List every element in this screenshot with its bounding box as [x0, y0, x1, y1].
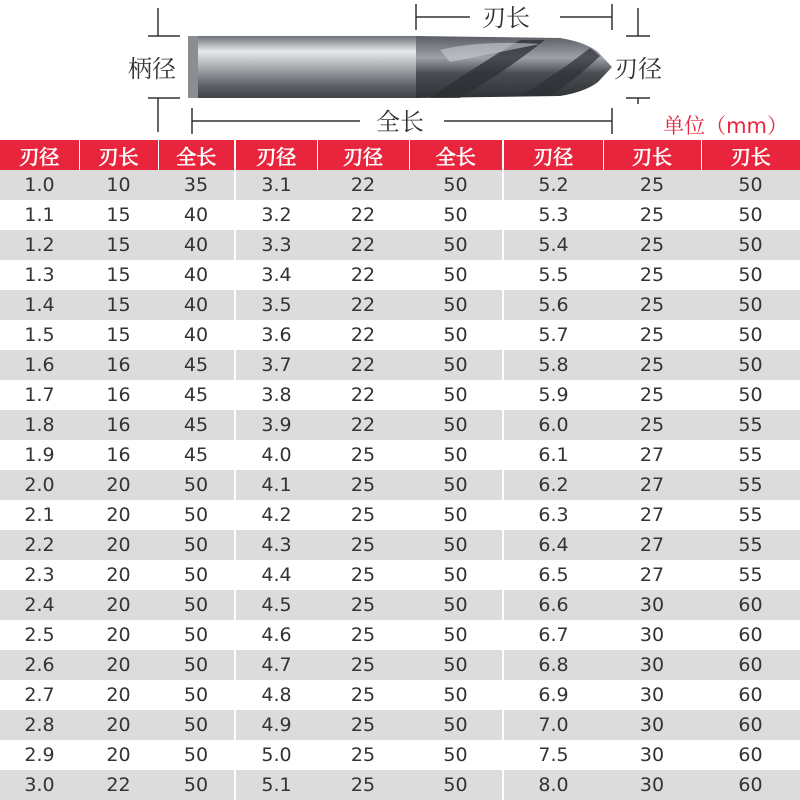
- table-cell: 4.4: [235, 560, 317, 590]
- table-cell: 30: [603, 650, 701, 680]
- table-cell: 22: [317, 290, 409, 320]
- table-cell: 22: [317, 260, 409, 290]
- table-cell: 2.7: [0, 680, 79, 710]
- table-cell: 50: [409, 380, 503, 410]
- table-cell: 50: [701, 350, 800, 380]
- table-cell: 50: [409, 320, 503, 350]
- table-cell: 1.9: [0, 440, 79, 470]
- table-row: [0, 470, 800, 500]
- table-cell: 10: [79, 170, 158, 200]
- table-cell: 4.8: [235, 680, 317, 710]
- table-cell: 25: [317, 560, 409, 590]
- table-cell: 6.2: [503, 470, 603, 500]
- table-cell: 5.2: [503, 170, 603, 200]
- table-cell: 2.0: [0, 470, 79, 500]
- table-cell: 6.4: [503, 530, 603, 560]
- table-cell: 1.3: [0, 260, 79, 290]
- table-cell: 22: [317, 230, 409, 260]
- table-cell: 50: [158, 560, 235, 590]
- table-cell: 50: [409, 410, 503, 440]
- table-cell: 20: [79, 590, 158, 620]
- table-cell: 25: [603, 290, 701, 320]
- column-header: 刃径: [235, 140, 317, 170]
- table-cell: 25: [317, 500, 409, 530]
- table-cell: 50: [409, 560, 503, 590]
- table-cell: 30: [603, 740, 701, 770]
- table-cell: 25: [603, 380, 701, 410]
- table-cell: 27: [603, 560, 701, 590]
- table-cell: 6.7: [503, 620, 603, 650]
- table-cell: 50: [409, 680, 503, 710]
- table-cell: 4.0: [235, 440, 317, 470]
- table-cell: 15: [79, 200, 158, 230]
- table-cell: 25: [603, 170, 701, 200]
- table-cell: 6.3: [503, 500, 603, 530]
- table-cell: 20: [79, 470, 158, 500]
- table-cell: 5.5: [503, 260, 603, 290]
- table-row: [0, 770, 800, 800]
- table-cell: 25: [603, 230, 701, 260]
- table-cell: 27: [603, 440, 701, 470]
- table-cell: 25: [317, 680, 409, 710]
- table-row: [0, 290, 800, 320]
- table-cell: 50: [158, 530, 235, 560]
- table-cell: 45: [158, 410, 235, 440]
- table-cell: 50: [158, 650, 235, 680]
- table-cell: 50: [409, 770, 503, 800]
- table-cell: 20: [79, 710, 158, 740]
- table-cell: 25: [317, 530, 409, 560]
- table-cell: 6.1: [503, 440, 603, 470]
- table-cell: 55: [701, 470, 800, 500]
- table-cell: 60: [701, 680, 800, 710]
- table-cell: 1.7: [0, 380, 79, 410]
- total-length-label: 全长: [376, 108, 424, 136]
- table-cell: 45: [158, 350, 235, 380]
- table-cell: 27: [603, 470, 701, 500]
- table-cell: 50: [409, 170, 503, 200]
- table-row: [0, 530, 800, 560]
- table-cell: 3.0: [0, 770, 79, 800]
- table-cell: 1.0: [0, 170, 79, 200]
- table-cell: 6.9: [503, 680, 603, 710]
- table-cell: 25: [317, 590, 409, 620]
- blade-diameter-label: 刃径: [614, 55, 662, 83]
- table-cell: 50: [701, 200, 800, 230]
- table-cell: 50: [409, 620, 503, 650]
- column-header: 全长: [409, 140, 503, 170]
- table-cell: 5.9: [503, 380, 603, 410]
- column-header: 刃径: [317, 140, 409, 170]
- table-cell: 27: [603, 500, 701, 530]
- table-cell: 45: [158, 380, 235, 410]
- table-row: [0, 590, 800, 620]
- table-cell: 6.0: [503, 410, 603, 440]
- table-cell: 50: [158, 620, 235, 650]
- table-cell: 50: [158, 680, 235, 710]
- table-row: [0, 740, 800, 770]
- table-cell: 5.4: [503, 230, 603, 260]
- table-cell: 4.2: [235, 500, 317, 530]
- table-cell: 50: [701, 230, 800, 260]
- table-cell: 60: [701, 710, 800, 740]
- table-cell: 30: [603, 590, 701, 620]
- column-header: 刃长: [701, 140, 800, 170]
- column-header: 全长: [158, 140, 235, 170]
- table-cell: 1.4: [0, 290, 79, 320]
- table-cell: 50: [409, 230, 503, 260]
- table-cell: 4.7: [235, 650, 317, 680]
- table-cell: 25: [603, 260, 701, 290]
- table-cell: 3.7: [235, 350, 317, 380]
- table-cell: 50: [409, 260, 503, 290]
- table-cell: 60: [701, 770, 800, 800]
- table-cell: 2.8: [0, 710, 79, 740]
- table-cell: 50: [158, 770, 235, 800]
- table-cell: 20: [79, 650, 158, 680]
- column-header: 刃径: [0, 140, 79, 170]
- table-cell: 50: [409, 200, 503, 230]
- table-cell: 60: [701, 620, 800, 650]
- table-cell: 5.8: [503, 350, 603, 380]
- table-cell: 50: [409, 530, 503, 560]
- column-header: 刃长: [79, 140, 158, 170]
- table-cell: 4.6: [235, 620, 317, 650]
- table-row: [0, 170, 800, 200]
- table-cell: 7.5: [503, 740, 603, 770]
- table-cell: 25: [603, 200, 701, 230]
- table-cell: 16: [79, 380, 158, 410]
- table-cell: 16: [79, 410, 158, 440]
- table-row: [0, 440, 800, 470]
- table-cell: 3.6: [235, 320, 317, 350]
- shank-diameter-label: 柄径: [128, 55, 176, 83]
- table-cell: 3.3: [235, 230, 317, 260]
- table-cell: 1.8: [0, 410, 79, 440]
- table-cell: 50: [409, 710, 503, 740]
- table-cell: 35: [158, 170, 235, 200]
- table-cell: 27: [603, 530, 701, 560]
- table-cell: 22: [317, 380, 409, 410]
- table-cell: 7.0: [503, 710, 603, 740]
- table-cell: 5.6: [503, 290, 603, 320]
- table-cell: 4.5: [235, 590, 317, 620]
- table-cell: 50: [409, 650, 503, 680]
- table-cell: 20: [79, 620, 158, 650]
- table-cell: 2.6: [0, 650, 79, 680]
- table-cell: 30: [603, 770, 701, 800]
- column-header: 刃径: [503, 140, 603, 170]
- column-header: 刃长: [603, 140, 701, 170]
- shank-end-cap: [188, 36, 198, 98]
- table-row: [0, 500, 800, 530]
- table-cell: 20: [79, 500, 158, 530]
- table-cell: 50: [409, 290, 503, 320]
- table-cell: 22: [317, 410, 409, 440]
- table-cell: 3.4: [235, 260, 317, 290]
- table-cell: 2.3: [0, 560, 79, 590]
- table-cell: 1.6: [0, 350, 79, 380]
- table-row: [0, 260, 800, 290]
- table-header-row: [0, 140, 800, 170]
- table-cell: 50: [409, 740, 503, 770]
- table-body: [0, 170, 800, 800]
- table-cell: 15: [79, 290, 158, 320]
- table-cell: 20: [79, 740, 158, 770]
- table-cell: 16: [79, 440, 158, 470]
- table-cell: 4.9: [235, 710, 317, 740]
- table-row: [0, 380, 800, 410]
- table-cell: 50: [158, 470, 235, 500]
- table-cell: 2.1: [0, 500, 79, 530]
- table-cell: 15: [79, 260, 158, 290]
- table-cell: 50: [409, 500, 503, 530]
- table-cell: 5.3: [503, 200, 603, 230]
- table-cell: 30: [603, 710, 701, 740]
- table-row: [0, 620, 800, 650]
- table-cell: 50: [701, 320, 800, 350]
- table-cell: 40: [158, 320, 235, 350]
- table-cell: 3.9: [235, 410, 317, 440]
- table-cell: 3.2: [235, 200, 317, 230]
- table-cell: 2.4: [0, 590, 79, 620]
- table-cell: 3.1: [235, 170, 317, 200]
- table-cell: 1.5: [0, 320, 79, 350]
- table-cell: 2.5: [0, 620, 79, 650]
- table-cell: 2.9: [0, 740, 79, 770]
- table-cell: 6.6: [503, 590, 603, 620]
- table-row: [0, 350, 800, 380]
- table-cell: 50: [409, 590, 503, 620]
- table-cell: 50: [158, 740, 235, 770]
- table-row: [0, 320, 800, 350]
- table-cell: 55: [701, 560, 800, 590]
- table-cell: 1.1: [0, 200, 79, 230]
- table-cell: 3.5: [235, 290, 317, 320]
- table-cell: 45: [158, 440, 235, 470]
- table-cell: 50: [158, 500, 235, 530]
- table-cell: 22: [317, 320, 409, 350]
- table-row: [0, 710, 800, 740]
- table-cell: 22: [317, 350, 409, 380]
- table-cell: 25: [603, 350, 701, 380]
- table-cell: 20: [79, 560, 158, 590]
- table-cell: 60: [701, 740, 800, 770]
- table-cell: 25: [317, 440, 409, 470]
- table-cell: 6.5: [503, 560, 603, 590]
- drill-shank: [188, 36, 416, 98]
- table-cell: 30: [603, 620, 701, 650]
- table-row: [0, 680, 800, 710]
- table-row: [0, 560, 800, 590]
- table-cell: 25: [603, 410, 701, 440]
- table-cell: 40: [158, 290, 235, 320]
- table-cell: 5.7: [503, 320, 603, 350]
- table-cell: 8.0: [503, 770, 603, 800]
- table-cell: 20: [79, 530, 158, 560]
- table-cell: 50: [701, 290, 800, 320]
- table-cell: 15: [79, 320, 158, 350]
- table-cell: 40: [158, 260, 235, 290]
- table-cell: 50: [409, 470, 503, 500]
- table-cell: 15: [79, 230, 158, 260]
- table-cell: 25: [317, 620, 409, 650]
- table-cell: 50: [701, 260, 800, 290]
- table-cell: 60: [701, 590, 800, 620]
- table-cell: 20: [79, 680, 158, 710]
- flute-length-label: 刃长: [482, 4, 530, 32]
- table-cell: 50: [158, 710, 235, 740]
- table-cell: 25: [317, 650, 409, 680]
- table-cell: 50: [701, 380, 800, 410]
- table-row: [0, 410, 800, 440]
- table-cell: 22: [317, 170, 409, 200]
- table-row: [0, 200, 800, 230]
- table-cell: 2.2: [0, 530, 79, 560]
- table-cell: 55: [701, 500, 800, 530]
- table-cell: 4.3: [235, 530, 317, 560]
- table-row: [0, 230, 800, 260]
- table-cell: 60: [701, 650, 800, 680]
- table-cell: 50: [409, 440, 503, 470]
- table-cell: 25: [317, 710, 409, 740]
- table-cell: 40: [158, 200, 235, 230]
- table-cell: 16: [79, 350, 158, 380]
- table-cell: 55: [701, 440, 800, 470]
- table-cell: 6.8: [503, 650, 603, 680]
- table-cell: 5.0: [235, 740, 317, 770]
- table-cell: 3.8: [235, 380, 317, 410]
- table-cell: 22: [317, 200, 409, 230]
- table-cell: 4.1: [235, 470, 317, 500]
- drill-spec-table: [0, 140, 800, 800]
- table-cell: 50: [409, 350, 503, 380]
- table-cell: 5.1: [235, 770, 317, 800]
- table-cell: 55: [701, 530, 800, 560]
- table-row: [0, 650, 800, 680]
- unit-label: 单位（mm）: [663, 114, 788, 138]
- table-cell: 25: [317, 740, 409, 770]
- table-cell: 55: [701, 410, 800, 440]
- table-cell: 1.2: [0, 230, 79, 260]
- table-cell: 22: [79, 770, 158, 800]
- table-cell: 50: [158, 590, 235, 620]
- table-cell: 25: [317, 770, 409, 800]
- table-cell: 30: [603, 680, 701, 710]
- table-cell: 25: [317, 470, 409, 500]
- table-cell: 50: [701, 170, 800, 200]
- table-cell: 40: [158, 230, 235, 260]
- table-cell: 25: [603, 320, 701, 350]
